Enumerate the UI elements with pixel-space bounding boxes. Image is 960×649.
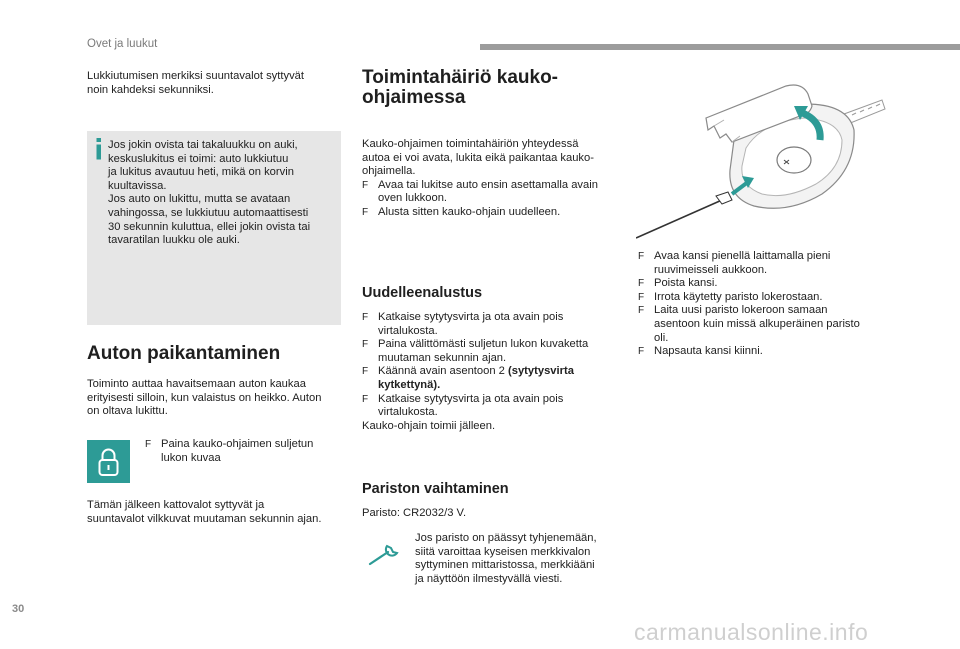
info-line: vahingossa, se lukkiutuu automaattisesti — [108, 206, 309, 219]
battery-type: Paristo: CR2032/3 V. — [362, 507, 467, 519]
locating-line: erityisesti silloin, kun valaistus on heikko. Auton — [87, 391, 322, 404]
reinit-step — [362, 365, 627, 392]
info-text — [108, 139, 340, 248]
battery-step-line: Laita uusi paristo lokeroon samaan — [654, 304, 828, 317]
bullet-marker: F — [638, 305, 645, 317]
info-line: 30 sekunnin kuluttua, ellei jokin ovista tai — [108, 220, 311, 233]
bullet-marker: F — [638, 278, 645, 290]
info-line: keskuslukitus ei toimi: auto lukkiutuu — [108, 152, 289, 165]
bullet-marker: F — [362, 339, 369, 351]
fault-heading-line: Toimintahäiriö kauko- — [362, 67, 559, 88]
fault-line: ohjaimella. — [362, 165, 416, 178]
battery-step-line: Avaa kansi pienellä laittamalla pieni — [654, 250, 831, 262]
fault-text — [362, 138, 624, 220]
info-line: kuultavissa. — [108, 179, 167, 192]
fault-bullet — [362, 206, 624, 220]
reinit-line: Paina välittömästi suljetun lukon kuvaketta — [378, 338, 589, 351]
reinit-line: muutaman sekunnin ajan. — [378, 351, 507, 364]
reinit-done: Kauko-ohjain toimii jälleen. — [362, 419, 496, 432]
bullet-marker: F — [362, 393, 369, 405]
battery-heading: Pariston vaihtaminen — [362, 481, 509, 497]
press-bullet — [145, 438, 345, 465]
battery-note — [415, 532, 627, 586]
fault-line: Kauko-ohjaimen toimintahäiriön yhteydessä — [362, 138, 579, 150]
reinit-step — [362, 311, 627, 338]
watermark: carmanualsonline.info — [634, 619, 869, 645]
fault-bullet — [362, 179, 624, 206]
intro-line: noin kahdeksi sekunniksi. — [87, 83, 214, 96]
bullet-marker: F — [362, 366, 369, 378]
battery-steps — [638, 250, 888, 359]
locating-text — [87, 378, 349, 419]
bullet-marker: F — [362, 206, 369, 218]
reinit-line: Käännä avain asentoon 2 — [378, 365, 505, 378]
bullet-marker: F — [362, 312, 369, 323]
after-line: suuntavalot vilkkuvat muutaman sekunnin ajan. — [87, 512, 322, 525]
battery-step — [638, 304, 888, 345]
reinit-line: Katkaise sytytysvirta ja ota avain pois — [378, 392, 564, 405]
fault-bullet-line: Alusta sitten kauko-ohjain uudelleen. — [378, 205, 561, 218]
info-icon — [95, 138, 103, 160]
bullet-marker: F — [362, 179, 369, 191]
reinit-heading: Uudelleenalustus — [362, 285, 483, 301]
reinit-steps — [362, 311, 627, 433]
info-line: Jos auto on lukittu, mutta se avataan — [108, 193, 291, 206]
after-line: Tämän jälkeen kattovalot syttyvät ja — [87, 499, 265, 511]
reinit-step — [362, 338, 627, 365]
battery-note-line: ja näyttöön ilmestyvällä viesti. — [415, 572, 563, 585]
page-number: 30 — [12, 603, 25, 615]
lock-icon — [87, 440, 130, 483]
battery-step — [638, 277, 888, 291]
header-bar — [480, 44, 960, 50]
info-line: Jos jokin ovista tai takaluukku on auki, — [108, 139, 298, 151]
press-line: Paina kauko-ohjaimen suljetun — [161, 438, 314, 450]
battery-step — [638, 345, 888, 359]
bullet-marker: F — [145, 439, 152, 450]
fault-heading — [362, 68, 558, 108]
battery-note-line: syttyminen mittaristossa, merkkiääni — [415, 559, 595, 572]
battery-step — [638, 250, 888, 277]
after-text — [87, 499, 357, 526]
locating-heading: Auton paikantaminen — [87, 343, 281, 364]
info-line: ja lukitus avautuu heti, mikä on korvin — [108, 166, 294, 179]
reinit-bold: (sytytysvirta — [508, 365, 574, 378]
reinit-line: Katkaise sytytysvirta ja ota avain pois — [378, 311, 564, 323]
reinit-line: virtalukosta. — [378, 406, 438, 419]
intro-paragraph — [87, 70, 347, 97]
reinit-line: virtalukosta. — [378, 324, 438, 337]
battery-step-line: asentoon kuin missä alkuperäinen paristo — [654, 317, 860, 330]
bullet-marker: F — [638, 346, 645, 358]
section-title: Ovet ja luukut — [87, 38, 158, 50]
battery-step-line: oli. — [654, 331, 669, 344]
press-line: lukon kuvaa — [161, 451, 221, 464]
battery-note-line: Jos paristo on päässyt tyhjenemään, — [415, 532, 597, 544]
locating-line: Toiminto auttaa havaitsemaan auton kaukaa — [87, 378, 306, 390]
battery-step-line: Irrota käytetty paristo lokerostaan. — [654, 290, 823, 303]
wrench-icon — [366, 540, 404, 568]
battery-step-line: Poista kansi. — [654, 277, 718, 290]
key-battery-illustration — [636, 82, 888, 242]
info-line: tavaratilan luukku ole auki. — [108, 234, 240, 247]
fault-line: autoa ei voi avata, lukita eikä paikantaa kauko- — [362, 151, 594, 164]
bullet-marker: F — [638, 291, 645, 303]
battery-step-line: ruuvimeisseli aukkoon. — [654, 263, 768, 276]
battery-note-line: siitä varoittaa kyseisen merkkivalon — [415, 545, 591, 558]
reinit-step — [362, 393, 627, 420]
locating-line: on oltava lukittu. — [87, 405, 168, 418]
fault-bullet-line: oven lukkoon. — [378, 192, 448, 205]
bullet-marker: F — [638, 251, 645, 262]
reinit-bold: kytkettynä). — [378, 378, 441, 391]
intro-line: Lukkiutumisen merkiksi suuntavalot syttyvät — [87, 70, 304, 82]
battery-step-line: Napsauta kansi kiinni. — [654, 345, 763, 358]
battery-step — [638, 291, 888, 305]
lock-button-tile — [87, 440, 130, 483]
fault-bullet-line: Avaa tai lukitse auto ensin asettamalla avain — [378, 178, 598, 191]
fault-heading-line: ohjaimessa — [362, 87, 466, 108]
